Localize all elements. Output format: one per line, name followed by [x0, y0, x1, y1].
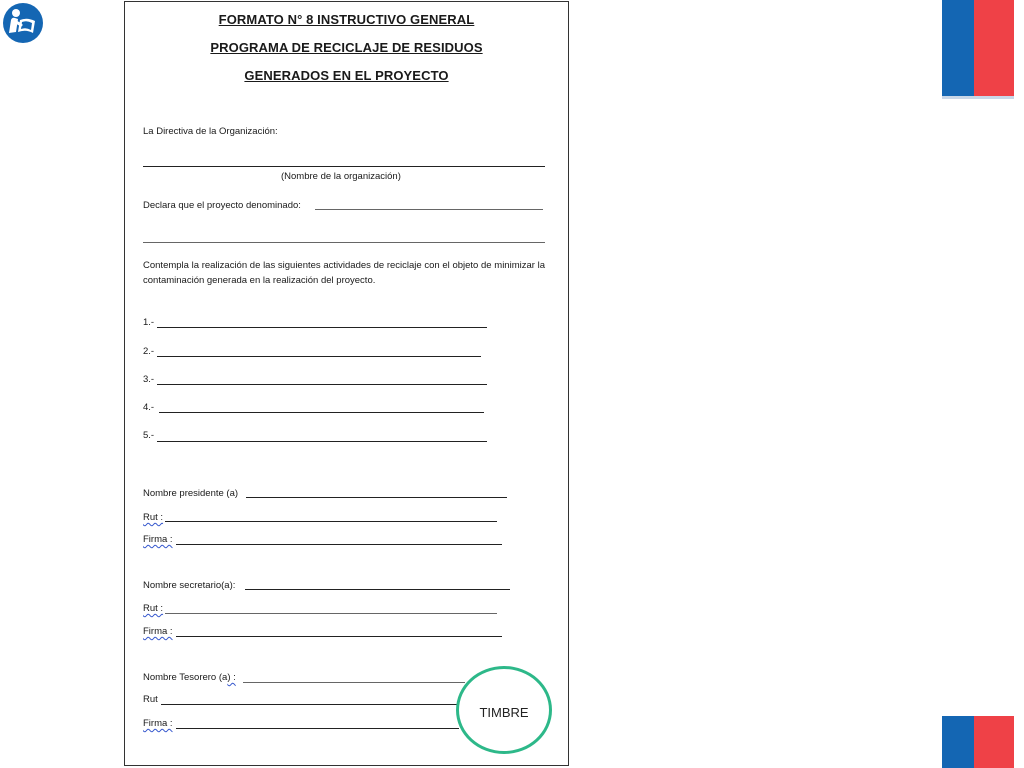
presidente-firma-line[interactable] — [176, 544, 502, 545]
activity-2-line[interactable] — [157, 356, 481, 357]
activity-5-label: 5.- — [143, 430, 155, 441]
secretario-name-label: Nombre secretario(a): — [143, 580, 236, 591]
activity-1-label: 1.- — [143, 317, 155, 328]
activity-3-line[interactable] — [157, 384, 487, 385]
secretario-rut-line[interactable] — [165, 613, 497, 614]
tesorero-firma-label: Firma : — [143, 718, 173, 729]
org-name-caption: (Nombre de la organización) — [281, 171, 401, 182]
flag-accent-bottom — [942, 716, 1014, 768]
contempla-paragraph: Contempla la realización de las siguientes actividades de reciclaje con el objeto de minimizar la contaminación generada en la realización del proyecto. — [143, 260, 545, 286]
tesorero-firma-line[interactable] — [176, 728, 459, 729]
presidente-name-line[interactable] — [246, 497, 507, 498]
tesorero-rut-label: Rut — [143, 694, 158, 705]
form-page — [124, 1, 569, 766]
secretario-firma-line[interactable] — [176, 636, 502, 637]
secretario-rut-label: Rut : — [143, 603, 164, 614]
presidente-firma-label: Firma : — [143, 534, 173, 545]
activity-1-line[interactable] — [157, 327, 487, 328]
activity-4-label: 4.- — [143, 402, 155, 413]
tesorero-rut-line[interactable] — [161, 704, 459, 705]
form-title: FORMATO N° 8 INSTRUCTIVO GENERAL — [218, 12, 475, 27]
form-subtitle-2: GENERADOS EN EL PROYECTO — [244, 68, 449, 83]
form-subtitle-1: PROGRAMA DE RECICLAJE DE RESIDUOS — [210, 40, 483, 55]
timbre-label: TIMBRE — [479, 705, 529, 720]
tesorero-name-label: Nombre Tesorero (a) : — [143, 672, 236, 683]
secretario-name-line[interactable] — [245, 589, 510, 590]
reading-person-icon — [2, 2, 44, 44]
timbre-stamp-area — [456, 666, 552, 754]
activity-3-label: 3.- — [143, 374, 155, 385]
org-name-line[interactable] — [143, 166, 545, 167]
presidente-name-label: Nombre presidente (a) — [143, 488, 239, 499]
project-name-line-2[interactable] — [143, 242, 545, 243]
presidente-rut-label: Rut : — [143, 512, 164, 523]
activity-4-line[interactable] — [159, 412, 484, 413]
activity-2-label: 2.- — [143, 346, 155, 357]
directiva-label: La Directiva de la Organización: — [143, 126, 278, 137]
project-name-line[interactable] — [315, 209, 543, 210]
activity-5-line[interactable] — [157, 441, 487, 442]
flag-accent-top — [942, 0, 1014, 96]
secretario-firma-label: Firma : — [143, 626, 173, 637]
presidente-rut-line[interactable] — [165, 521, 497, 522]
declara-label: Declara que el proyecto denominado: — [143, 200, 301, 211]
tesorero-name-line[interactable] — [243, 682, 465, 683]
